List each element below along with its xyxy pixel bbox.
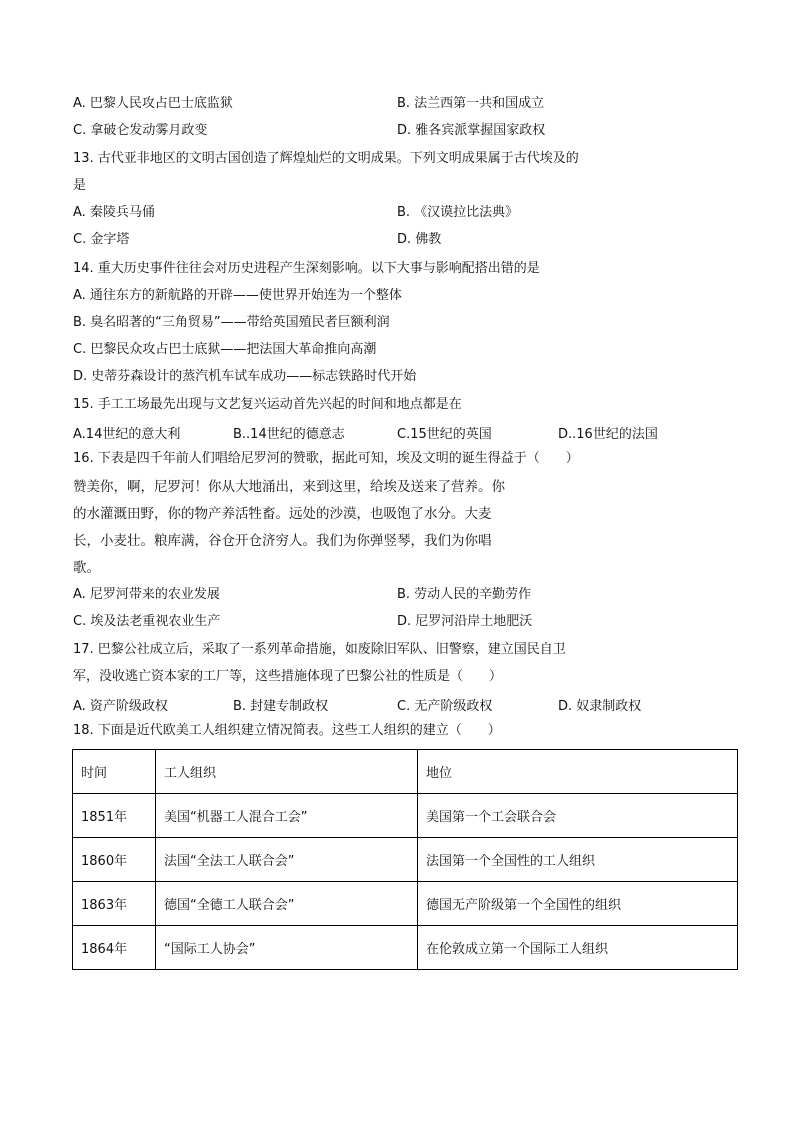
q16-quote-line3: 长，小麦壮。粮库满，谷仓开仓济穷人。我们为你弹竖琴，我们为你唱	[73, 533, 492, 549]
table-cell: 1864年	[73, 926, 156, 970]
q14-option-d: D. 史蒂芬森设计的蒸汽机车试车成功——标志铁路时代开始	[73, 369, 417, 384]
q15-option-d: D..16世纪的法国	[558, 427, 658, 442]
q16-quote-line1: 赞美你，啊，尼罗河！你从大地涌出，来到这里，给埃及送来了营养。你	[73, 479, 505, 495]
q12-option-a: A. 巴黎人民攻占巴士底监狱	[73, 96, 233, 111]
q14-stem: 14. 重大历史事件往往会对历史进程产生深刻影响。以下大事与影响配搭出错的是	[73, 261, 540, 276]
header-cell-time: 时间	[73, 750, 156, 794]
table-cell: 1863年	[73, 882, 156, 926]
q16-quote-line4: 歌。	[73, 560, 100, 576]
table-cell: 美国“机器工人混合工会”	[156, 794, 418, 838]
q15-option-a: A.14世纪的意大利	[73, 427, 181, 442]
header-cell-status: 地位	[418, 750, 738, 794]
q13-option-b: B. 《汉谟拉比法典》	[397, 205, 519, 220]
table-cell: 在伦敦成立第一个国际工人组织	[418, 926, 738, 970]
header-cell-organization: 工人组织	[156, 750, 418, 794]
q13-option-c: C. 金字塔	[73, 232, 130, 247]
q13-stem-line1: 13. 古代亚非地区的文明古国创造了辉煌灿烂的文明成果。下列文明成果属于古代埃及的	[73, 151, 579, 166]
table-cell: 1860年	[73, 838, 156, 882]
table-row	[73, 838, 738, 882]
table-cell: “国际工人协会”	[156, 926, 418, 970]
q14-option-b: B. 臭名昭著的“三角贸易”——带给英国殖民者巨额利润	[73, 315, 390, 330]
table-row	[73, 794, 738, 838]
q12-option-c: C. 拿破仑发动雾月政变	[73, 123, 208, 138]
table-header-row	[73, 750, 738, 794]
q16-option-d: D. 尼罗河沿岸土地肥沃	[397, 614, 533, 629]
table-cell: 德国无产阶级第一个全国性的组织	[418, 882, 738, 926]
q16-option-a: A. 尼罗河带来的农业发展	[73, 587, 220, 602]
q18-stem: 18. 下面是近代欧美工人组织建立情况简表。这些工人组织的建立（ ）	[73, 723, 501, 738]
q16-quote-line2: 的水灌溉田野，你的物产养活牲畜。远处的沙漠，也吸饱了水分。大麦	[73, 506, 492, 522]
table-row	[73, 882, 738, 926]
q13-option-a: A. 秦陵兵马俑	[73, 205, 155, 220]
q13-stem-line2: 是	[73, 178, 87, 193]
q17-option-d: D. 奴隶制政权	[558, 699, 642, 714]
q14-option-c: C. 巴黎民众攻占巴士底狱——把法国大革命推向高潮	[73, 342, 377, 357]
q13-option-d: D. 佛教	[397, 232, 442, 247]
q17-option-b: B. 封建专制政权	[233, 699, 329, 714]
q17-option-c: C. 无产阶级政权	[397, 699, 493, 714]
q15-option-c: C.15世纪的英国	[397, 427, 492, 442]
labor-organizations-table	[72, 749, 738, 970]
q17-stem-line1: 17. 巴黎公社成立后，采取了一系列革命措施，如废除旧军队、旧警察，建立国民自卫	[73, 642, 566, 657]
table-cell: 法国“全法工人联合会”	[156, 838, 418, 882]
q16-option-b: B. 劳动人民的辛勤劳作	[397, 587, 532, 602]
table-row	[73, 926, 738, 970]
q17-stem-line2: 军，没收逃亡资本家的工厂等，这些措施体现了巴黎公社的性质是（ ）	[73, 669, 503, 684]
q16-stem: 16. 下表是四千年前人们唱给尼罗河的赞歌，据此可知，埃及文明的诞生得益于（ ）	[73, 451, 579, 466]
table-cell: 美国第一个工会联合会	[418, 794, 738, 838]
table-cell: 1851年	[73, 794, 156, 838]
q15-stem: 15. 手工工场最先出现与文艺复兴运动首先兴起的时间和地点都是在	[73, 397, 462, 412]
q12-option-b: B. 法兰西第一共和国成立	[397, 96, 545, 111]
q15-option-b: B..14世纪的德意志	[233, 427, 345, 442]
table-cell: 德国“全德工人联合会”	[156, 882, 418, 926]
table-cell: 法国第一个全国性的工人组织	[418, 838, 738, 882]
q12-option-d: D. 雅各宾派掌握国家政权	[397, 123, 546, 138]
q16-option-c: C. 埃及法老重视农业生产	[73, 614, 221, 629]
q14-option-a: A. 通往东方的新航路的开辟——使世界开始连为一个整体	[73, 288, 402, 303]
q17-option-a: A. 资产阶级政权	[73, 699, 168, 714]
